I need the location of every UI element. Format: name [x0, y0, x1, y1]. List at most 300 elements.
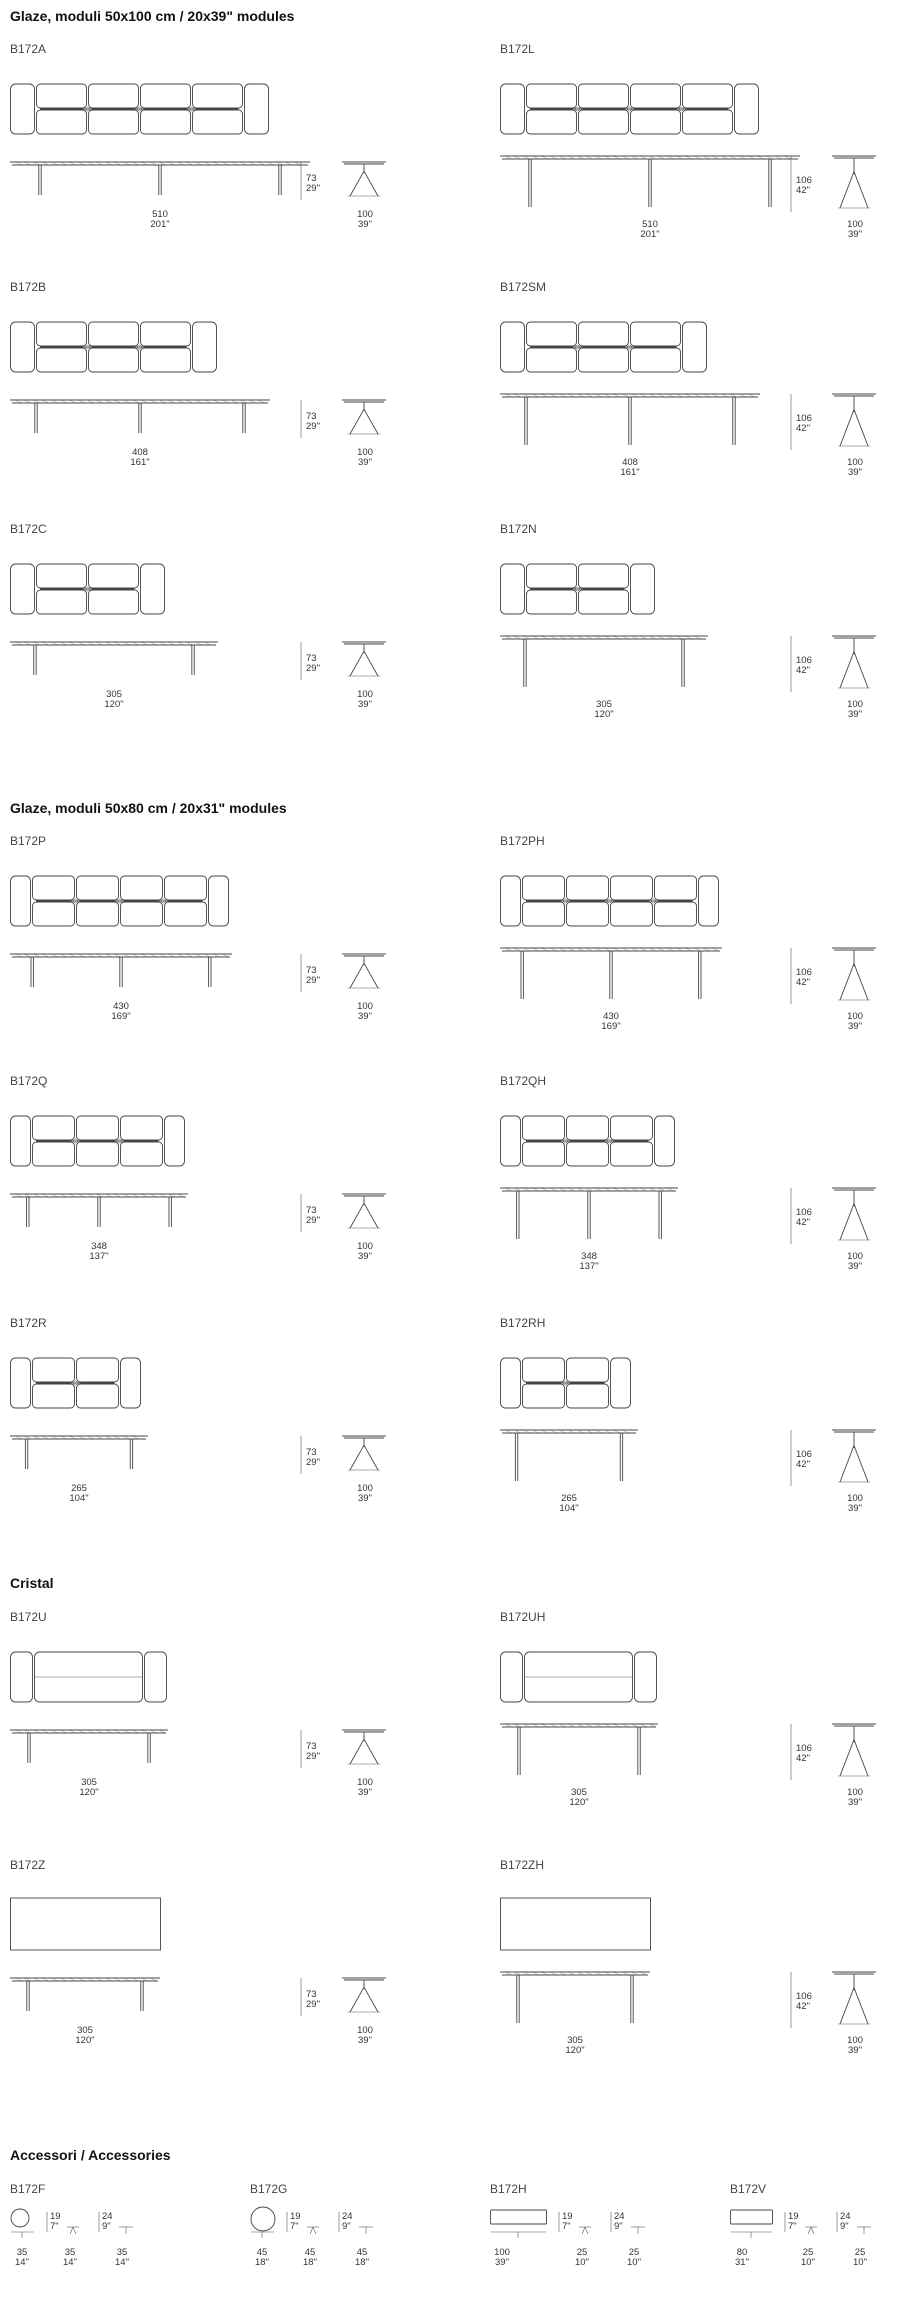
module-upper [567, 1116, 609, 1140]
module-upper [77, 876, 119, 900]
dim-h2-in: 9" [614, 2221, 623, 2232]
height-in: 42" [796, 1217, 810, 1228]
module-lower [631, 348, 681, 372]
dim-h2-in: 9" [840, 2221, 849, 2232]
module-lower [523, 902, 565, 926]
height-in: 29" [306, 663, 320, 674]
end-module-left [501, 84, 525, 134]
module-lower [33, 902, 75, 926]
module-upper [121, 1116, 163, 1140]
length-cm: 430 [113, 1001, 129, 1012]
table-side-view [10, 1976, 160, 2018]
table-end-view [340, 952, 390, 992]
table-side-view [10, 160, 310, 202]
end-module-left [501, 1358, 521, 1408]
depth-cm: 100 [357, 1483, 373, 1494]
accessory-mini-icon [804, 2226, 818, 2236]
leg-right [364, 1445, 378, 1470]
depth-in: 39" [358, 1251, 372, 1262]
length-cm: 305 [81, 1777, 97, 1788]
module-lower [579, 348, 629, 372]
leg-right [854, 1204, 868, 1241]
depth-in: 39" [848, 229, 862, 240]
height-dimension-line [790, 394, 794, 452]
module-upper [165, 876, 207, 900]
module-lower [165, 902, 207, 926]
dim-b-in: 14" [63, 2257, 77, 2268]
end-module-right [165, 1116, 185, 1166]
end-module-left [11, 564, 35, 614]
table-side-view [10, 1728, 168, 1770]
module-lower [655, 902, 697, 926]
module-lower [527, 590, 577, 614]
height-cm: 106 [796, 1991, 812, 2002]
height-in: 29" [306, 1999, 320, 2010]
leg-left [840, 652, 854, 689]
module-upper [579, 564, 629, 588]
depth-cm: 100 [847, 457, 863, 468]
accessory-mini-icon [578, 2226, 592, 2236]
height-dimension-line [790, 156, 794, 214]
product-code: B172B [10, 280, 47, 294]
table-top-view [10, 1350, 150, 1412]
dim-a-in: 39" [495, 2257, 509, 2268]
module-lower [193, 110, 243, 134]
end-module-left [501, 322, 525, 372]
dim-b-in: 10" [801, 2257, 815, 2268]
module-lower [611, 902, 653, 926]
depth-cm: 100 [357, 1001, 373, 1012]
height-in: 42" [796, 977, 810, 988]
accessory-mini-icon [306, 2226, 320, 2236]
module-lower [89, 110, 139, 134]
module-lower [611, 1142, 653, 1166]
module-lower [523, 1142, 565, 1166]
table-end-view [340, 160, 390, 200]
table-top-view [500, 1644, 660, 1706]
dim-c-cm: 45 [356, 2247, 368, 2258]
dim-c-in: 10" [627, 2257, 641, 2268]
table-top-view [10, 556, 220, 618]
end-module-left [501, 1652, 523, 1702]
product-code: B172ZH [500, 1858, 545, 1872]
section-title: Glaze, moduli 50x100 cm / 20x39" modules [10, 8, 295, 24]
length-cm: 348 [581, 1251, 597, 1262]
module-upper [33, 876, 75, 900]
section-title: Accessori / Accessories [10, 2147, 171, 2163]
module-upper [523, 1358, 565, 1382]
module-upper [141, 322, 191, 346]
depth-in: 39" [358, 2035, 372, 2046]
height-cm: 73 [306, 1989, 317, 2000]
product-code: B172RH [500, 1316, 546, 1330]
table-side-view [500, 1722, 658, 1782]
leg-left [350, 409, 364, 434]
length-in: 120" [104, 699, 124, 710]
module-lower [579, 110, 629, 134]
depth-in: 39" [358, 699, 372, 710]
depth-cm: 100 [847, 1251, 863, 1262]
depth-cm: 100 [847, 219, 863, 230]
length-in: 104" [69, 1493, 89, 1504]
table-end-view [830, 392, 880, 450]
table-top-view [10, 868, 234, 930]
end-module-right [655, 1116, 675, 1166]
length-in: 201" [150, 219, 170, 230]
dim-a-cm: 100 [494, 2247, 510, 2258]
leg-right [364, 171, 378, 196]
dim-c-in: 14" [115, 2257, 129, 2268]
module-upper [579, 84, 629, 108]
height-dimension-line [790, 1724, 794, 1782]
module-lower [89, 590, 139, 614]
leg-right [854, 652, 868, 689]
leg-right [854, 1446, 868, 1483]
accessory-side-view [250, 2230, 278, 2240]
module-upper [523, 876, 565, 900]
table-side-view [500, 1970, 650, 2030]
length-in: 120" [565, 2045, 585, 2056]
dim-a-in: 18" [255, 2257, 269, 2268]
leg-left [350, 1987, 364, 2012]
height-in: 42" [796, 423, 810, 434]
height-dimension-line [300, 1978, 304, 2018]
table-top-view [10, 1644, 170, 1706]
product-code: B172L [500, 42, 535, 56]
depth-in: 39" [848, 2045, 862, 2056]
depth-cm: 100 [847, 699, 863, 710]
dim-c-cm: 25 [628, 2247, 640, 2258]
module-lower [683, 110, 733, 134]
height-cm: 106 [796, 967, 812, 978]
end-module-right [635, 1652, 657, 1702]
height-dimension-line [300, 1436, 304, 1476]
table-side-view [500, 1186, 678, 1246]
length-in: 161" [620, 467, 640, 478]
height-dimension-line [790, 948, 794, 1006]
leg-left [840, 172, 854, 209]
depth-in: 39" [848, 467, 862, 478]
dim-b-in: 18" [303, 2257, 317, 2268]
leg-right [854, 1988, 868, 2025]
product-code: B172PH [500, 834, 545, 848]
height-cm: 73 [306, 653, 317, 664]
table-end-view [830, 1428, 880, 1486]
module-upper [89, 322, 139, 346]
module-lower [77, 902, 119, 926]
end-module-left [501, 1116, 521, 1166]
product-code: B172P [10, 834, 47, 848]
depth-in: 39" [848, 709, 862, 720]
table-end-view [340, 1976, 390, 2016]
leg-left [840, 964, 854, 1001]
height-in: 29" [306, 421, 320, 432]
module-upper [121, 876, 163, 900]
height-in: 42" [796, 185, 810, 196]
table-end-view [830, 154, 880, 212]
dim-b-cm: 45 [304, 2247, 316, 2258]
length-cm: 510 [152, 209, 168, 220]
depth-cm: 100 [847, 1011, 863, 1022]
depth-cm: 100 [357, 209, 373, 220]
module-lower [579, 590, 629, 614]
product-code: B172SM [500, 280, 547, 294]
module-lower [89, 348, 139, 372]
module-upper [193, 84, 243, 108]
length-in: 161" [130, 457, 150, 468]
dim-h1-cm: 19 [290, 2211, 301, 2222]
table-top-view [10, 1892, 162, 1954]
dim-h2-cm: 24 [614, 2211, 625, 2222]
module-upper [527, 322, 577, 346]
table-end-view [830, 1722, 880, 1780]
leg-left [840, 410, 854, 447]
length-cm: 408 [132, 447, 148, 458]
height-cm: 106 [796, 1743, 812, 1754]
height-dimension-line [300, 954, 304, 994]
table-end-view [340, 640, 390, 680]
module-lower [567, 1142, 609, 1166]
table-top-view [10, 314, 272, 376]
length-cm: 408 [622, 457, 638, 468]
dim-b-cm: 25 [802, 2247, 814, 2258]
end-module-right [611, 1358, 631, 1408]
leg-left [350, 651, 364, 676]
table-side-view [10, 952, 232, 994]
module-upper [33, 1358, 75, 1382]
leg-left [840, 1740, 854, 1777]
leg-left [840, 1446, 854, 1483]
product-code: B172G [250, 2182, 288, 2196]
table-end-view [830, 946, 880, 1004]
module-lower [121, 902, 163, 926]
end-module-left [11, 1116, 31, 1166]
height-cm: 73 [306, 1741, 317, 1752]
table-side-view [500, 154, 800, 214]
table-top-rect [501, 1898, 651, 1950]
depth-in: 39" [848, 1021, 862, 1032]
length-in: 120" [594, 709, 614, 720]
depth-in: 39" [358, 1011, 372, 1022]
section-title: Cristal [10, 1575, 54, 1591]
length-in: 137" [579, 1261, 599, 1272]
table-end-view [340, 398, 390, 438]
depth-cm: 100 [357, 689, 373, 700]
dim-h1-in: 7" [788, 2221, 797, 2232]
section-title: Glaze, moduli 50x80 cm / 20x31" modules [10, 800, 287, 816]
length-cm: 348 [91, 1241, 107, 1252]
module-upper [611, 1116, 653, 1140]
module-lower [567, 902, 609, 926]
product-code: B172N [500, 522, 537, 536]
leg-right [854, 1740, 868, 1777]
depth-cm: 100 [847, 1493, 863, 1504]
leg-left [350, 1445, 364, 1470]
height-in: 42" [796, 1753, 810, 1764]
module-upper [655, 876, 697, 900]
dim-h2-in: 9" [342, 2221, 351, 2232]
dim-h1-in: 7" [562, 2221, 571, 2232]
height-cm: 106 [796, 1207, 812, 1218]
depth-in: 39" [358, 1787, 372, 1798]
module-lower [33, 1384, 75, 1408]
table-side-view [500, 1428, 638, 1488]
module-upper [37, 84, 87, 108]
depth-in: 39" [358, 1493, 372, 1504]
accessory-side-view [490, 2230, 550, 2240]
height-in: 42" [796, 665, 810, 676]
dim-h2-cm: 24 [342, 2211, 353, 2222]
module-upper [611, 876, 653, 900]
end-module-right [735, 84, 759, 134]
length-cm: 305 [567, 2035, 583, 2046]
end-module-right [699, 876, 719, 926]
dim-c-in: 10" [853, 2257, 867, 2268]
module-lower [527, 110, 577, 134]
accessory-mini-icon [358, 2226, 374, 2236]
leg-right [854, 410, 868, 447]
end-module-right [683, 322, 707, 372]
accessory-mini-icon [856, 2226, 872, 2236]
table-top-view [500, 314, 762, 376]
dim-b-cm: 25 [576, 2247, 588, 2258]
table-side-view [500, 392, 760, 452]
height-dimension-line [790, 636, 794, 694]
module-lower [631, 110, 681, 134]
module-upper [567, 876, 609, 900]
module-upper [77, 1116, 119, 1140]
dim-h2-cm: 24 [840, 2211, 851, 2222]
leg-right [364, 1987, 378, 2012]
table-top-view [500, 1350, 640, 1412]
height-in: 29" [306, 183, 320, 194]
length-in: 120" [75, 2035, 95, 2046]
module-upper [683, 84, 733, 108]
length-in: 169" [111, 1011, 131, 1022]
table-top-view [10, 76, 310, 138]
end-module-left [11, 1652, 33, 1702]
length-cm: 305 [77, 2025, 93, 2036]
height-cm: 106 [796, 413, 812, 424]
table-side-view [10, 1192, 188, 1234]
height-in: 42" [796, 2001, 810, 2012]
end-module-left [501, 876, 521, 926]
table-top-view [10, 1108, 190, 1170]
height-dimension-line [790, 1188, 794, 1246]
height-dimension-line [300, 1194, 304, 1234]
dim-h1-cm: 19 [788, 2211, 799, 2222]
length-in: 201" [640, 229, 660, 240]
module-upper [89, 84, 139, 108]
product-code: B172V [730, 2182, 767, 2196]
module-upper [37, 564, 87, 588]
table-top-view [500, 1108, 680, 1170]
leg-left [840, 1204, 854, 1241]
module-upper [89, 564, 139, 588]
height-cm: 73 [306, 1205, 317, 1216]
module-upper [527, 564, 577, 588]
height-dimension-line [300, 162, 304, 202]
height-cm: 106 [796, 1449, 812, 1460]
table-top-view [500, 1892, 652, 1954]
product-code: B172Z [10, 1858, 46, 1872]
module-lower [33, 1142, 75, 1166]
table-end-view [830, 1186, 880, 1244]
dim-h2-cm: 24 [102, 2211, 113, 2222]
height-cm: 73 [306, 965, 317, 976]
accessory-mini-icon [118, 2226, 134, 2236]
module-upper [527, 84, 577, 108]
depth-in: 39" [358, 457, 372, 468]
product-code: B172U [10, 1610, 47, 1624]
depth-in: 39" [848, 1261, 862, 1272]
end-module-right [245, 84, 269, 134]
leg-left [840, 1988, 854, 2025]
end-module-left [501, 564, 525, 614]
dim-h1-in: 7" [290, 2221, 299, 2232]
height-in: 29" [306, 975, 320, 986]
depth-in: 39" [848, 1503, 862, 1514]
accessory-mini-icon [630, 2226, 646, 2236]
dim-h1-cm: 19 [562, 2211, 573, 2222]
height-cm: 73 [306, 411, 317, 422]
leg-left [350, 1203, 364, 1228]
accessory-side-view [10, 2230, 38, 2240]
table-end-view [830, 1970, 880, 2028]
table-end-view [340, 1728, 390, 1768]
height-dimension-line [790, 1430, 794, 1488]
module-upper [77, 1358, 119, 1382]
length-in: 137" [89, 1251, 109, 1262]
module-lower [527, 348, 577, 372]
depth-cm: 100 [357, 1241, 373, 1252]
dim-c-cm: 25 [854, 2247, 866, 2258]
leg-right [364, 651, 378, 676]
end-module-right [145, 1652, 167, 1702]
product-code: B172UH [500, 1610, 546, 1624]
module-lower [37, 110, 87, 134]
leg-right [364, 1203, 378, 1228]
length-cm: 265 [71, 1483, 87, 1494]
leg-right [854, 172, 868, 209]
height-in: 29" [306, 1457, 320, 1468]
end-module-left [11, 1358, 31, 1408]
module-upper [37, 322, 87, 346]
leg-right [364, 1739, 378, 1764]
table-side-view [10, 1434, 148, 1476]
depth-in: 39" [848, 1797, 862, 1808]
module-lower [141, 110, 191, 134]
height-in: 29" [306, 1215, 320, 1226]
length-in: 169" [601, 1021, 621, 1032]
end-module-left [11, 322, 35, 372]
height-cm: 106 [796, 655, 812, 666]
length-in: 104" [559, 1503, 579, 1514]
depth-cm: 100 [847, 2035, 863, 2046]
length-cm: 430 [603, 1011, 619, 1022]
module-upper [33, 1116, 75, 1140]
end-module-right [631, 564, 655, 614]
depth-cm: 100 [357, 2025, 373, 2036]
height-cm: 106 [796, 175, 812, 186]
module-lower [523, 1384, 565, 1408]
table-side-view [10, 640, 218, 682]
product-code: B172C [10, 522, 47, 536]
height-in: 42" [796, 1459, 810, 1470]
accessory-mini-icon [66, 2226, 80, 2236]
table-end-view [340, 1434, 390, 1474]
module-lower [567, 1384, 609, 1408]
